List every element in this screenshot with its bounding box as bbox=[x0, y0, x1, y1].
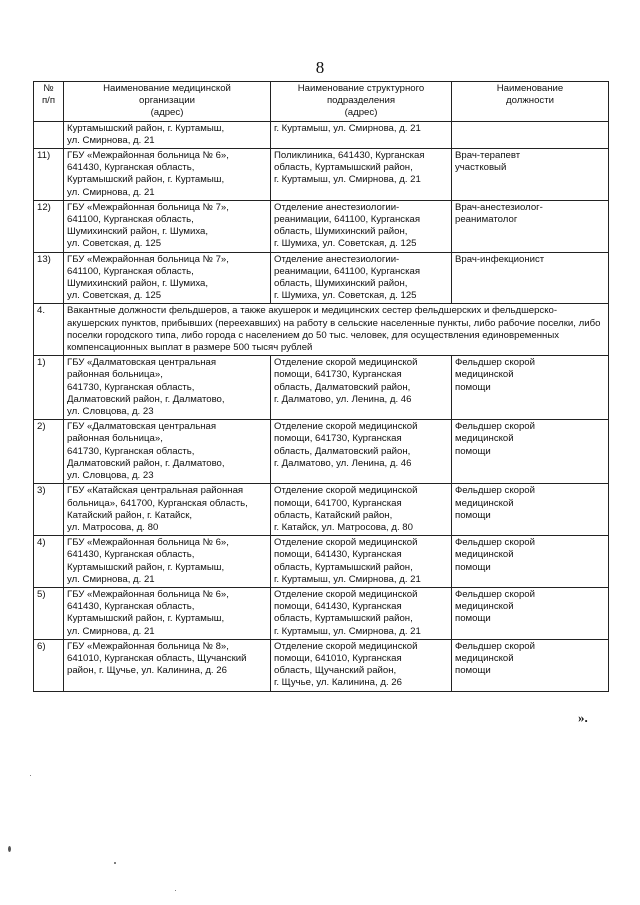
scan-speck bbox=[114, 862, 116, 864]
row-organization: ГБУ «Катайская центральная районная больница», 641700, Курганская область, Катайский район, г. Катайск, ул. Матросова, д. 80 bbox=[64, 484, 271, 536]
row-position: Фельдшер скорой медицинской помощи bbox=[452, 356, 609, 420]
row-organization: ГБУ «Межрайонная больница № 6», 641430, Курганская область, Куртамышский район, г. Куртамыш, ул. Смирнова, д. 21 bbox=[64, 149, 271, 201]
scan-speck bbox=[30, 775, 31, 776]
closing-quote-mark: ». bbox=[578, 710, 588, 725]
scan-speck bbox=[8, 846, 11, 852]
section-text: Вакантные должности фельдшеров, а также акушерок и медицинских сестер фельдшерских и фельдшерско-акушерских пунктов, прибывших (переехавших) на работу в сельские населенные пункты, либо рабочие поселки, либо поселки городского типа, либо города с населением до 50 тыс. человек, для осуществления единовременных компенсационных выплат в размере 500 тысяч рублей bbox=[64, 304, 609, 356]
row-organization: ГБУ «Межрайонная больница № 8», 641010, Курганская область, Щучанский район, г. Щучье, ул. Калинина, д. 26 bbox=[64, 639, 271, 691]
row-department: г. Куртамыш, ул. Смирнова, д. 21 bbox=[271, 121, 452, 148]
section-block bbox=[34, 304, 609, 356]
header-department: Наименование структурного подразделения (адрес) bbox=[271, 82, 452, 122]
table-row bbox=[34, 587, 609, 639]
scan-speck bbox=[175, 890, 176, 891]
row-organization: ГБУ «Межрайонная больница № 7», 641100, Курганская область, Шумихинский район, г. Шумиха, ул. Советская, д. 125 bbox=[64, 200, 271, 252]
row-department: Отделение скорой медицинской помощи, 641010, Курганская область, Щучанский район, г. Щучье, ул. Калинина, д. 26 bbox=[271, 639, 452, 691]
row-department: Отделение анестезиологии- реанимации, 641100, Курганская область, Шумихинский район, г. Шумиха, ул. Советская, д. 125 bbox=[271, 252, 452, 304]
row-position: Фельдшер скорой медицинской помощи bbox=[452, 587, 609, 639]
section-row bbox=[34, 304, 609, 356]
row-organization: ГБУ «Межрайонная больница № 7», 641100, Курганская область, Шумихинский район, г. Шумиха, ул. Советская, д. 125 bbox=[64, 252, 271, 304]
row-organization: ГБУ «Далматовская центральная районная больница», 641730, Курганская область, Далматовский район, г. Далматово, ул. Словцова, д. 23 bbox=[64, 356, 271, 420]
row-department: Отделение скорой медицинской помощи, 641730, Курганская область, Далматовский район, г. Далматово, ул. Ленина, д. 46 bbox=[271, 420, 452, 484]
row-department: Отделение скорой медицинской помощи, 641430, Курганская область, Куртамышский район, г. Куртамыш, ул. Смирнова, д. 21 bbox=[271, 536, 452, 588]
page-number: 8 bbox=[315, 58, 325, 77]
row-position: Фельдшер скорой медицинской помощи bbox=[452, 420, 609, 484]
header-organization: Наименование медицинской организации (адрес) bbox=[64, 82, 271, 122]
table-row bbox=[34, 536, 609, 588]
table-row bbox=[34, 356, 609, 420]
row-position: Фельдшер скорой медицинской помощи bbox=[452, 484, 609, 536]
row-organization: ГБУ «Межрайонная больница № 6», 641430, Курганская область, Куртамышский район, г. Куртамыш, ул. Смирнова, д. 21 bbox=[64, 536, 271, 588]
table-row bbox=[34, 252, 609, 304]
table-row bbox=[34, 639, 609, 691]
table-body-part-a bbox=[34, 121, 609, 304]
row-number: 6) bbox=[34, 639, 64, 691]
row-position: Фельдшер скорой медицинской помощи bbox=[452, 639, 609, 691]
row-position: Фельдшер скорой медицинской помощи bbox=[452, 536, 609, 588]
row-department: Отделение скорой медицинской помощи, 641730, Курганская область, Далматовский район, г. Далматово, ул. Ленина, д. 46 bbox=[271, 356, 452, 420]
row-organization: ГБУ «Межрайонная больница № 6», 641430, Курганская область, Куртамышский район, г. Куртамыш, ул. Смирнова, д. 21 bbox=[64, 587, 271, 639]
table-row bbox=[34, 200, 609, 252]
section-number: 4. bbox=[34, 304, 64, 356]
row-number: 3) bbox=[34, 484, 64, 536]
row-number: 1) bbox=[34, 356, 64, 420]
header-position: Наименование должности bbox=[452, 82, 609, 122]
table-row bbox=[34, 484, 609, 536]
row-position: Врач-инфекционист bbox=[452, 252, 609, 304]
row-department: Отделение скорой медицинской помощи, 641700, Курганская область, Катайский район, г. Катайск, ул. Матросова, д. 80 bbox=[271, 484, 452, 536]
table-row bbox=[34, 149, 609, 201]
table-header bbox=[34, 82, 609, 122]
row-organization: ГБУ «Далматовская центральная районная больница», 641730, Курганская область, Далматовский район, г. Далматово, ул. Словцова, д. 23 bbox=[64, 420, 271, 484]
row-number: 4) bbox=[34, 536, 64, 588]
row-number: 13) bbox=[34, 252, 64, 304]
header-number: № п/п bbox=[34, 82, 64, 122]
row-position bbox=[452, 121, 609, 148]
row-department: Отделение анестезиологии- реанимации, 641100, Курганская область, Шумихинский район, г. Шумиха, ул. Советская, д. 125 bbox=[271, 200, 452, 252]
table-row bbox=[34, 420, 609, 484]
row-department: Поликлиника, 641430, Курганская область, Куртамышский район, г. Куртамыш, ул. Смирнова, д. 21 bbox=[271, 149, 452, 201]
row-position: Врач-терапевт участковый bbox=[452, 149, 609, 201]
row-number: 2) bbox=[34, 420, 64, 484]
row-position: Врач-анестезиолог- реаниматолог bbox=[452, 200, 609, 252]
table-body-part-b bbox=[34, 356, 609, 691]
row-number: 12) bbox=[34, 200, 64, 252]
row-number: 5) bbox=[34, 587, 64, 639]
table-row bbox=[34, 121, 609, 148]
row-number: 11) bbox=[34, 149, 64, 201]
row-organization: Куртамышский район, г. Куртамыш, ул. Смирнова, д. 21 bbox=[64, 121, 271, 148]
row-department: Отделение скорой медицинской помощи, 641430, Курганская область, Куртамышский район, г. Куртамыш, ул. Смирнова, д. 21 bbox=[271, 587, 452, 639]
row-number bbox=[34, 121, 64, 148]
table-header-row bbox=[34, 82, 609, 122]
vacancy-table bbox=[33, 81, 609, 692]
